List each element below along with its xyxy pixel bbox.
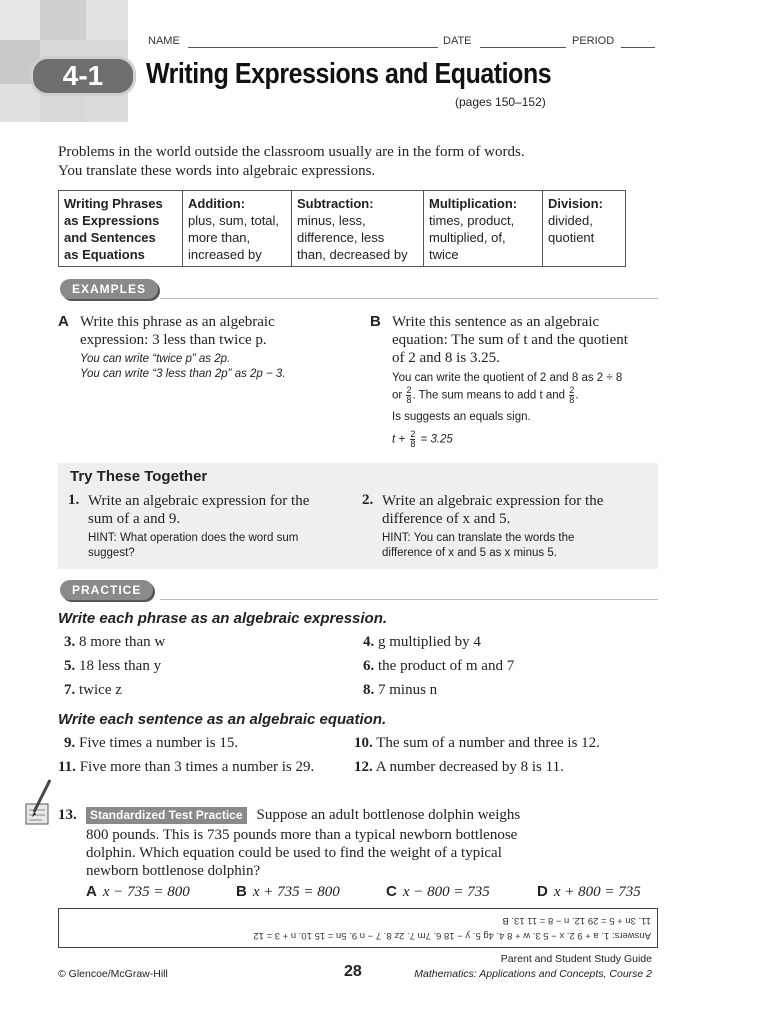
practice-item: 10. The sum of a number and three is 12.: [354, 735, 600, 751]
choice-d[interactable]: D x + 800 = 735: [537, 883, 641, 900]
lesson-number-badge: 4-1: [30, 56, 136, 96]
question-13-first-line: [86, 806, 520, 824]
question-2-text: Write an algebraic expression for the difference of x and 5.: [382, 493, 604, 527]
example-b-label: B: [370, 313, 381, 330]
question-1-text: Write an algebraic expression for the sum of a and 9.: [88, 493, 310, 527]
practice-item: 6. the product of m and 7: [363, 658, 515, 674]
copyright: © Glencoe/McGraw-Hill: [58, 968, 168, 980]
example-b-equation: t + $\frac{2}{8}$ = 3.25: [392, 429, 453, 449]
page-number: 28: [344, 963, 362, 980]
question-13-text: Suppose an adult bottlenose dolphin weighs: [256, 807, 521, 823]
try-together-title: Try These Together: [70, 468, 208, 485]
practice-item: 5. 18 less than y: [64, 658, 162, 674]
test-pencil-icon: [22, 778, 56, 828]
example-a-text: Write this phrase as an algebraic expression: 3 less than twice p.: [80, 314, 275, 348]
question-number: 1.: [68, 492, 80, 508]
course-title: Mathematics: Applications and Concepts, Course 2: [414, 968, 652, 980]
intro-paragraph: Problems in the world outside the classroom usually are in the form of words. You translate these words into algebraic expressions.: [58, 144, 525, 179]
choice-b[interactable]: B x + 735 = 800: [236, 883, 340, 900]
practice-item: 11. Five more than 3 times a number is 29.: [58, 759, 315, 775]
question-1-hint: HINT: What operation does the word sum suggest?: [88, 532, 299, 559]
table-cell: Writing Phrases as Expressions and Sentences as Equations: [59, 191, 183, 267]
sentences-heading: Write each sentence as an algebraic equation.: [58, 711, 387, 728]
practice-item: 9. Five times a number is 15.: [64, 735, 239, 751]
phrases-heading: Write each phrase as an algebraic expression.: [58, 610, 388, 627]
answer-key-box: [58, 908, 658, 948]
page-title: Writing Expressions and Equations: [146, 58, 552, 90]
example-b-text: Write this sentence as an algebraic equation: The sum of t and the quotient of 2 and 8 is 3.25.: [392, 314, 628, 366]
practice-item: 8. 7 minus n: [363, 682, 438, 698]
example-b-hint-1: You can write the quotient of 2 and 8 as 2 ÷ 8: [392, 372, 623, 384]
practice-item: 12. A number decreased by 8 is 11.: [354, 759, 564, 775]
question-13-number: 13.: [58, 807, 77, 823]
section-divider: [160, 298, 658, 299]
question-2-hint: HINT: You can translate the words the difference of x and 5 as x minus 5.: [382, 532, 575, 559]
example-b-hint-3: Is suggests an equals sign.: [392, 411, 531, 423]
date-blank[interactable]: [480, 47, 566, 48]
section-divider: [160, 599, 658, 600]
question-number: 2.: [362, 492, 374, 508]
table-cell: Subtraction: minus, less, difference, less than, decreased by: [292, 191, 424, 267]
practice-banner: PRACTICE: [60, 580, 153, 600]
table-cell: Division: divided, quotient: [543, 191, 626, 267]
table-cell: Addition: plus, sum, total, more than, increased by: [183, 191, 292, 267]
examples-banner: EXAMPLES: [60, 279, 158, 299]
standardized-test-badge: Standardized Test Practice: [86, 807, 247, 824]
practice-item: 4. g multiplied by 4: [363, 634, 481, 650]
period-blank[interactable]: [621, 47, 655, 48]
choice-c[interactable]: C x − 800 = 735: [386, 883, 490, 900]
choice-a[interactable]: A x − 735 = 800: [86, 883, 190, 900]
table-cell: Multiplication: times, product, multiplied, of, twice: [424, 191, 543, 267]
page-range: (pages 150–152): [455, 95, 546, 109]
practice-item: 7. twice z: [64, 682, 122, 698]
name-blank[interactable]: [188, 47, 438, 48]
vocabulary-table: [58, 190, 626, 267]
example-a-label: A: [58, 313, 69, 330]
name-label: NAME: [148, 35, 180, 47]
date-label: DATE: [443, 35, 472, 47]
period-label: PERIOD: [572, 35, 615, 47]
example-a-hint: You can write “twice p” as 2p. You can write “3 less than 2p” as 2p − 3.: [80, 353, 286, 380]
answer-key-text: Answers: 1. a + 9 2. x − 5 3. w + 8 4. 4g 5. y − 18 6. 7m 7. 2z 8. 7 − n 9. 5n = 15 10. n + 3 = 12 11. 3n + 5 = 29 12. n − 8 = 11 13. B: [253, 915, 651, 941]
practice-item: 3. 8 more than w: [64, 634, 166, 650]
example-b-hint-2: or $\frac{2}{8}$ . The sum means to add t and $\frac{2}{8}$ .: [392, 385, 579, 405]
guide-title: Parent and Student Study Guide: [500, 953, 652, 965]
question-13-body: 800 pounds. This is 735 pounds more than a typical newborn bottlenose dolphin. Which equation could be used to find the weight of a typical newborn bottlenose dolphin?: [86, 827, 518, 879]
